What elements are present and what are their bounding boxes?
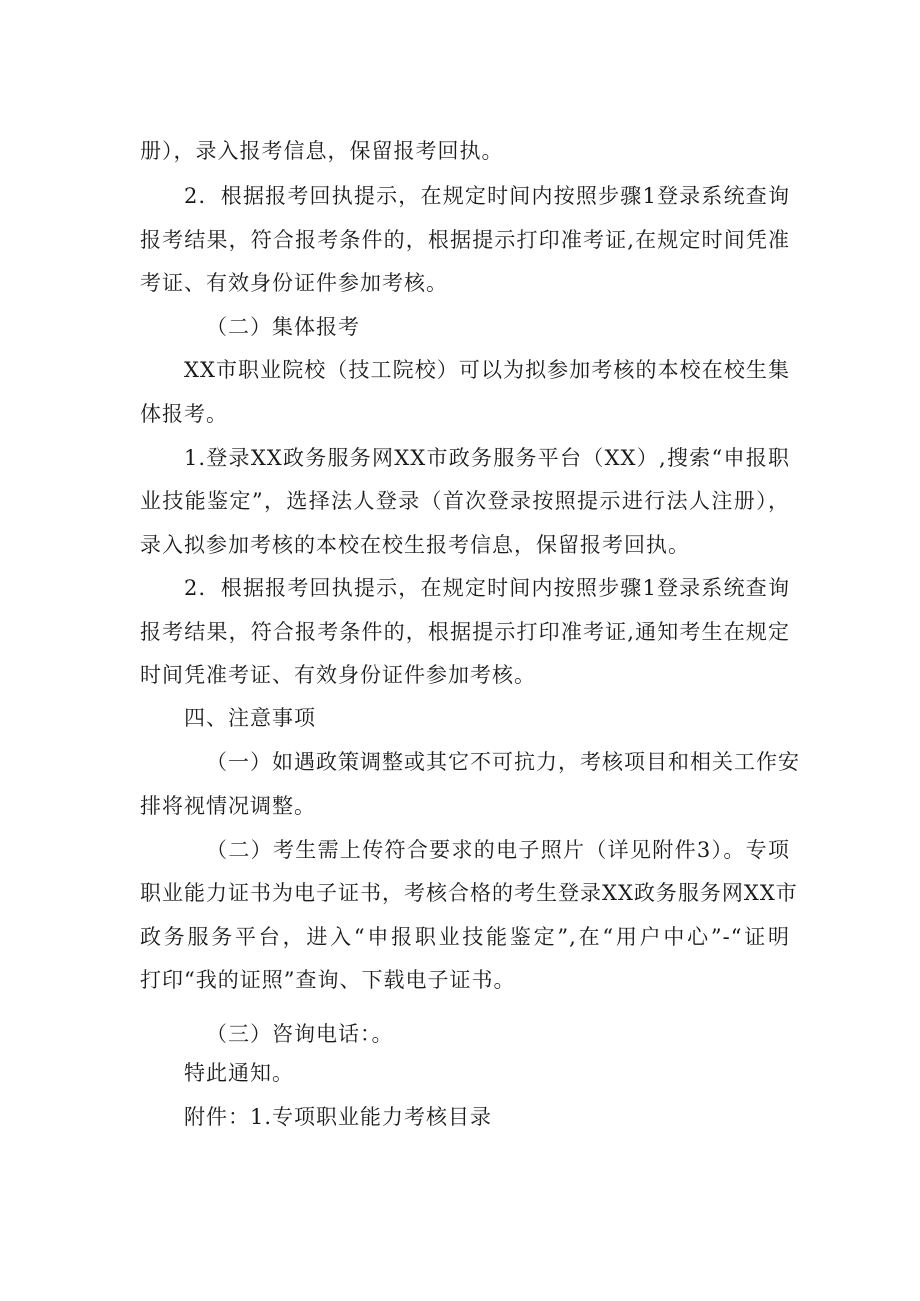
- text-line-9: 业技能鉴定”，选择法人登录（首次登录按照提示进行法人注册），: [140, 489, 790, 513]
- text-line-11: 2．根据报考回执提示，在规定时间内按照步骤1登录系统查询: [184, 576, 790, 600]
- text-line-17: （二）考生需上传符合要求的电子照片（详见附件3）。专项: [206, 838, 790, 862]
- text-line-2: 2．根据报考回执提示，在规定时间内按照步骤1登录系统查询: [184, 184, 790, 208]
- text-line-7: 体报考。: [140, 402, 228, 426]
- text-line-15: （一）如遇政策调整或其它不可抗力，考核项目和相关工作安: [206, 750, 800, 774]
- text-line-6: XX市职业院校（技工院校）可以为拟参加考核的本校在校生集: [184, 358, 790, 382]
- text-line-3: 报考结果，符合报考条件的，根据提示打印准考证,在规定时间凭准: [140, 228, 790, 252]
- attachment-line: 附件：1.专项职业能力考核目录: [184, 1105, 493, 1129]
- text-line-10: 录入拟参加考核的本校在校生报考信息，保留报考回执。: [140, 533, 690, 557]
- text-line-13: 时间凭准考证、有效身份证件参加考核。: [140, 663, 536, 687]
- section-heading-group-application: （二）集体报考: [206, 315, 360, 339]
- text-line-20: 打印“我的证照”查询、下载电子证书。: [140, 968, 516, 992]
- text-line-19: 政务服务平台，进入“申报职业技能鉴定”,在“用户中心”-“证明: [140, 925, 790, 949]
- section-heading-notes: 四、注意事项: [184, 706, 316, 730]
- text-line-8: 1.登录XX政务服务网XX市政务服务平台（XX）,搜索“申报职: [184, 446, 790, 470]
- consult-phone-line: （三）咨询电话：。: [206, 1022, 394, 1046]
- text-line-4: 考证、有效身份证件参加考核。: [140, 271, 448, 295]
- text-line-1: 册），录入报考信息，保留报考回执。: [140, 139, 504, 163]
- closing-line: 特此通知。: [184, 1061, 294, 1085]
- text-line-18: 职业能力证书为电子证书，考核合格的考生登录XX政务服务网XX市: [140, 881, 798, 905]
- text-line-16: 排将视情况调整。: [140, 794, 316, 818]
- text-line-12: 报考结果，符合报考条件的，根据提示打印准考证,通知考生在规定: [140, 620, 790, 644]
